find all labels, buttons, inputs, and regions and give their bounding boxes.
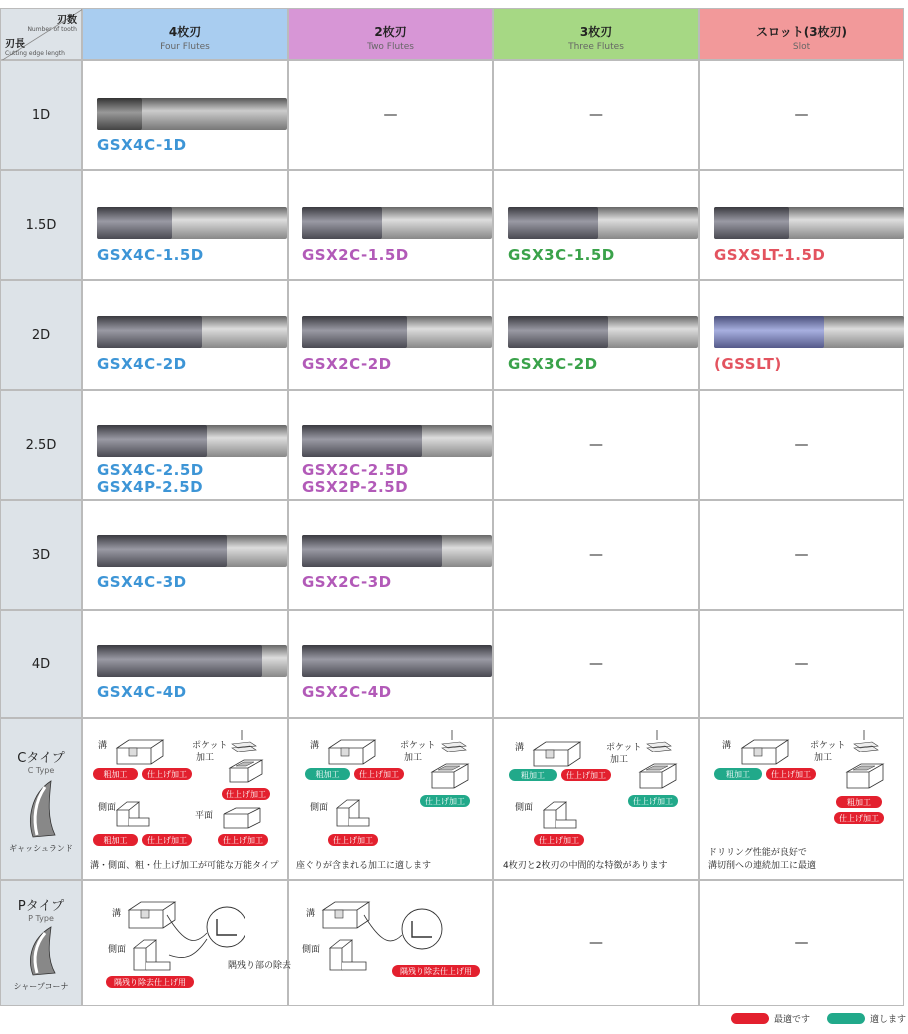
end-mill-image xyxy=(302,316,492,348)
corner-header xyxy=(0,8,82,60)
label-groove: 溝 xyxy=(515,743,525,753)
label-groove: 溝 xyxy=(310,741,320,751)
finish-badge: 仕上げ加工 xyxy=(328,834,378,846)
side-block-icon xyxy=(115,798,151,828)
label-pocket-2: 加工 xyxy=(610,755,629,765)
end-mill-image xyxy=(97,316,287,348)
p-type-label: Pタイプ xyxy=(17,899,65,914)
not-available-dash: — xyxy=(794,107,809,123)
rough-badge: 粗加工 xyxy=(305,768,350,780)
row-header-p-type xyxy=(0,880,82,1006)
not-available-dash: — xyxy=(589,437,603,453)
flat-block-icon xyxy=(222,806,262,830)
finish-badge: 仕上げ加工 xyxy=(218,834,268,846)
col-header-en: Slot xyxy=(792,42,811,52)
corner-zoom-icon xyxy=(165,905,245,965)
corner-finish-badge: 隅残り除去仕上げ用 xyxy=(392,965,480,977)
product-code[interactable]: GSX2C-2D xyxy=(302,355,392,373)
row-header-3d: 3D xyxy=(0,500,82,610)
end-mill-image xyxy=(97,98,287,130)
pocket-drill-icon xyxy=(440,730,468,752)
end-mill-image xyxy=(97,425,287,457)
col-header-three-flutes xyxy=(493,8,699,60)
c-type-desc-three: 4枚刃と2枚刃の中間的な特徴があります xyxy=(503,861,668,871)
pocket-block-icon xyxy=(845,762,885,790)
label-side: 側面 xyxy=(302,945,321,955)
not-available-dash: — xyxy=(794,437,809,453)
sharp-corner-label: シャープコーナ xyxy=(13,982,69,991)
corner-bottom-en: Cutting edge length xyxy=(5,50,65,57)
label-pocket: ポケット xyxy=(400,741,436,751)
row-header-2-5d: 2.5D xyxy=(0,390,82,500)
finish-badge: 仕上げ加工 xyxy=(766,768,816,780)
end-mill-image xyxy=(508,207,698,239)
corner-removal-note: 隅残り部の除去 xyxy=(228,961,292,971)
col-header-jp: 2枚刃 xyxy=(374,25,407,39)
finish-badge: 仕上げ加工 xyxy=(142,834,192,846)
legend-suitable-swatch xyxy=(827,1013,865,1024)
row-header-c-type xyxy=(0,718,82,880)
pocket-block-icon xyxy=(228,758,264,784)
finish-badge: 仕上げ加工 xyxy=(834,812,884,824)
label-groove: 溝 xyxy=(722,741,732,751)
not-available-dash: — xyxy=(383,107,398,123)
pocket-drill-icon xyxy=(230,730,258,752)
not-available-dash: — xyxy=(589,547,603,563)
rough-badge: 粗加工 xyxy=(93,834,138,846)
label-side: 側面 xyxy=(310,803,329,813)
pocket-block-icon xyxy=(638,762,678,790)
col-header-four-flutes xyxy=(82,8,288,60)
rough-badge: 粗加工 xyxy=(509,769,557,781)
label-side: 側面 xyxy=(108,945,127,955)
groove-block-icon xyxy=(327,738,377,766)
row-header-1-5d: 1.5D xyxy=(0,170,82,280)
not-available-dash: — xyxy=(794,935,809,951)
end-mill-image xyxy=(714,316,904,348)
end-mill-image xyxy=(508,316,698,348)
end-mill-image xyxy=(302,207,492,239)
finish-badge: 仕上げ加工 xyxy=(628,795,678,807)
label-flat: 平面 xyxy=(195,811,214,821)
rough-badge: 粗加工 xyxy=(93,768,138,780)
label-pocket: ポケット xyxy=(810,741,846,751)
pocket-drill-icon xyxy=(645,730,673,752)
rough-badge: 粗加工 xyxy=(714,768,762,780)
product-code[interactable]: (GSSLT) xyxy=(714,355,782,373)
not-available-dash: — xyxy=(794,547,809,563)
corner-top-jp: 刃数 xyxy=(57,15,77,26)
sharp-corner-shape-icon xyxy=(21,925,61,977)
finish-badge: 仕上げ加工 xyxy=(420,795,470,807)
col-header-jp: 3枚刃 xyxy=(579,25,613,39)
product-code[interactable]: GSX3C-2D xyxy=(508,355,598,373)
c-type-desc-two: 座ぐりが含まれる加工に適します xyxy=(296,861,432,871)
legend-best-swatch xyxy=(731,1013,769,1024)
not-available-dash: — xyxy=(589,935,603,951)
label-pocket: ポケット xyxy=(192,741,228,751)
label-side: 側面 xyxy=(515,803,534,813)
legend-suitable-label: 適します xyxy=(870,1015,907,1025)
end-mill-image xyxy=(302,535,492,567)
pocket-block-icon xyxy=(430,762,470,790)
c-type-label-en: C Type xyxy=(27,766,55,775)
label-pocket: ポケット xyxy=(606,743,642,753)
product-code[interactable]: GSX4C-1D xyxy=(97,136,187,154)
not-available-dash: — xyxy=(589,656,603,672)
finish-badge: 仕上げ加工 xyxy=(222,788,270,800)
groove-block-icon xyxy=(740,738,790,766)
product-code[interactable]: GSX4C-1.5D xyxy=(97,246,204,264)
col-header-two-flutes xyxy=(288,8,493,60)
col-header-slot xyxy=(699,8,904,60)
groove-block-icon xyxy=(532,740,582,768)
product-code[interactable]: GSX4C-3D xyxy=(97,573,187,591)
col-header-en: Four Flutes xyxy=(160,42,210,52)
gash-land-label: ギャッシュランド xyxy=(9,844,73,853)
gash-land-shape-icon xyxy=(21,779,61,839)
finish-badge: 仕上げ加工 xyxy=(534,834,584,846)
end-mill-image xyxy=(97,207,287,239)
rough-badge: 粗加工 xyxy=(836,796,882,808)
product-code[interactable]: GSX3C-1.5D xyxy=(508,246,615,264)
product-code[interactable]: GSX2P-2.5D xyxy=(302,478,409,496)
col-header-en: Two Flutes xyxy=(367,42,414,52)
not-available-dash: — xyxy=(589,107,603,123)
corner-finish-badge: 隅残り除去仕上げ用 xyxy=(106,976,194,988)
row-header-4d: 4D xyxy=(0,610,82,718)
finish-badge: 仕上げ加工 xyxy=(354,768,404,780)
label-pocket-2: 加工 xyxy=(196,753,215,763)
pocket-drill-icon xyxy=(852,730,880,752)
label-groove: 溝 xyxy=(112,909,122,919)
c-type-desc-slot-1: ドリリング性能が良好で xyxy=(708,848,807,858)
row-header-1d: 1D xyxy=(0,60,82,170)
side-block-icon xyxy=(335,796,371,828)
col-header-jp: 4枚刃 xyxy=(168,25,202,39)
product-code[interactable]: GSXSLT-1.5D xyxy=(714,246,826,264)
end-mill-image xyxy=(97,645,287,677)
corner-bottom-jp: 刃長 xyxy=(5,39,25,50)
side-block-icon xyxy=(542,798,578,830)
not-available-dash: — xyxy=(794,656,809,672)
c-type-desc-slot-2: 溝切削への連続加工に最適 xyxy=(708,861,817,871)
col-header-jp: スロット(3枚刃) xyxy=(755,25,848,39)
groove-block-icon xyxy=(115,738,165,766)
corner-bottom xyxy=(5,35,65,57)
c-type-label: Cタイプ xyxy=(17,751,65,766)
product-code[interactable]: GSX2C-3D xyxy=(302,573,392,591)
end-mill-image xyxy=(97,535,287,567)
label-pocket-2: 加工 xyxy=(404,753,423,763)
product-code[interactable]: GSX2C-1.5D xyxy=(302,246,409,264)
product-code[interactable]: GSX4P-2.5D xyxy=(97,478,204,496)
end-mill-image xyxy=(714,207,904,239)
corner-top xyxy=(27,11,77,33)
product-code[interactable]: GSX2C-4D xyxy=(302,683,392,701)
col-header-en: Three Flutes xyxy=(568,42,624,52)
finish-badge: 仕上げ加工 xyxy=(561,769,611,781)
product-code[interactable]: GSX4C-4D xyxy=(97,683,187,701)
product-code[interactable]: GSX4C-2D xyxy=(97,355,187,373)
label-side: 側面 xyxy=(98,803,117,813)
p-type-label-en: P Type xyxy=(28,914,54,923)
finish-badge: 仕上げ加工 xyxy=(142,768,192,780)
label-groove: 溝 xyxy=(98,741,108,751)
c-type-desc-four: 溝・側面、粗・仕上げ加工が可能な万能タイプ xyxy=(90,861,279,871)
label-pocket-2: 加工 xyxy=(814,753,833,763)
corner-zoom-icon xyxy=(362,905,444,965)
row-header-2d: 2D xyxy=(0,280,82,390)
corner-top-en: Number of tooth xyxy=(27,26,77,33)
end-mill-image xyxy=(302,425,492,457)
label-groove: 溝 xyxy=(306,909,316,919)
product-code[interactable]: GSX4C-2.5D xyxy=(97,461,204,479)
product-code[interactable]: GSX2C-2.5D xyxy=(302,461,409,479)
legend-best-label: 最適です xyxy=(774,1015,811,1025)
end-mill-image xyxy=(302,645,492,677)
